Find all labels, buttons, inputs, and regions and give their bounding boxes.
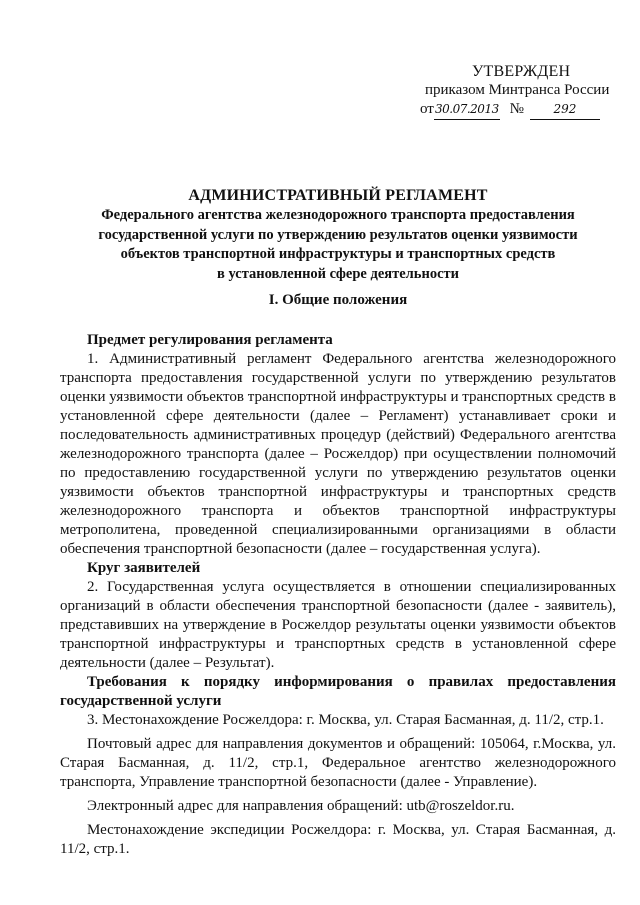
paragraph-postal-address: Почтовый адрес для направления документов и обращений: 105064, г.Москва, ул. Старая Басманная, д. 11/2, стр.1, Федеральное агентство железнодорожного транспорта, Управление транспортной безопасности (далее - Управление).: [60, 736, 616, 790]
document-body: [60, 326, 616, 859]
approval-block: [420, 62, 620, 120]
subheading-subject: Предмет регулирования регламента: [87, 332, 333, 348]
section-heading: I. Общие положения: [268, 292, 408, 308]
paragraph-2: 2. Государственная услуга осуществляется в отношении специализированных организаций в области обеспечения транспортной безопасности (далее - заявитель), представивших на утверждение в Росжелдор результаты оценки уязвимости объектов транспортной инфраструктуры и транспортных средств в установленной сфере деятельности (далее – Результат).: [60, 579, 616, 671]
date-prefix: от: [420, 101, 434, 117]
paragraph-1: 1. Административный регламент Федерального агентства железнодорожного транспорта предоставления государственной услуги по утверждению результатов оценки уязвимости объектов транспортной инфраструктуры и транспортных средств в установленной сфере деятельности (далее – Регламент) устанавливает сроки и последовательность административных процедур (действий) Федерального агентства железнодорожного транспорта (далее – Росжелдор) при осуществлении полномочий по предоставлению государственной услуги по утверждению результатов оценки уязвимости объектов транспортной инфраструктуры и транспортных средств железнодорожного транспорта и объектов транспортной инфраструктуры метрополитена, проведенной специализированными организациями в области обеспечения транспортной безопасности (далее – государственная услуга).: [60, 351, 616, 557]
order-date-number-line: [420, 100, 620, 120]
document-subtitle-line-4: в установленной сфере деятельности: [217, 265, 459, 282]
document-title: АДМИНИСТРАТИВНЫЙ РЕГЛАМЕНТ: [188, 187, 488, 204]
handwritten-number: 292: [530, 100, 600, 120]
number-prefix: №: [509, 101, 524, 117]
document-subtitle-line-2: государственной услуги по утверждению результатов оценки уязвимости: [98, 226, 578, 243]
paragraph-expedition-location: Местонахождение экспедиции Росжелдора: г. Москва, ул. Старая Басманная, д. 11/2, стр.1.: [60, 822, 616, 857]
paragraph-3: 3. Местонахождение Росжелдора: г. Москва, ул. Старая Басманная, д. 11/2, стр.1.: [87, 712, 604, 728]
handwritten-date: 30.07.2013: [434, 100, 500, 120]
document-subtitle-line-1: Федерального агентства железнодорожного транспорта предоставления: [101, 207, 575, 223]
document-subtitle-line-3: объектов транспортной инфраструктуры и транспортных средств: [120, 246, 556, 262]
subheading-informing-requirements: Требования к порядку информирования о правилах предоставления государственной услуги: [60, 674, 616, 709]
document-title-block: [60, 186, 616, 284]
approved-stamp-text: УТВЕРЖДЕН: [472, 63, 571, 80]
subheading-applicants: Круг заявителей: [87, 560, 201, 576]
paragraph-email-address: Электронный адрес для направления обращений: utb@roszeldor.ru.: [87, 798, 515, 814]
order-text: приказом Минтранса России: [425, 82, 610, 98]
